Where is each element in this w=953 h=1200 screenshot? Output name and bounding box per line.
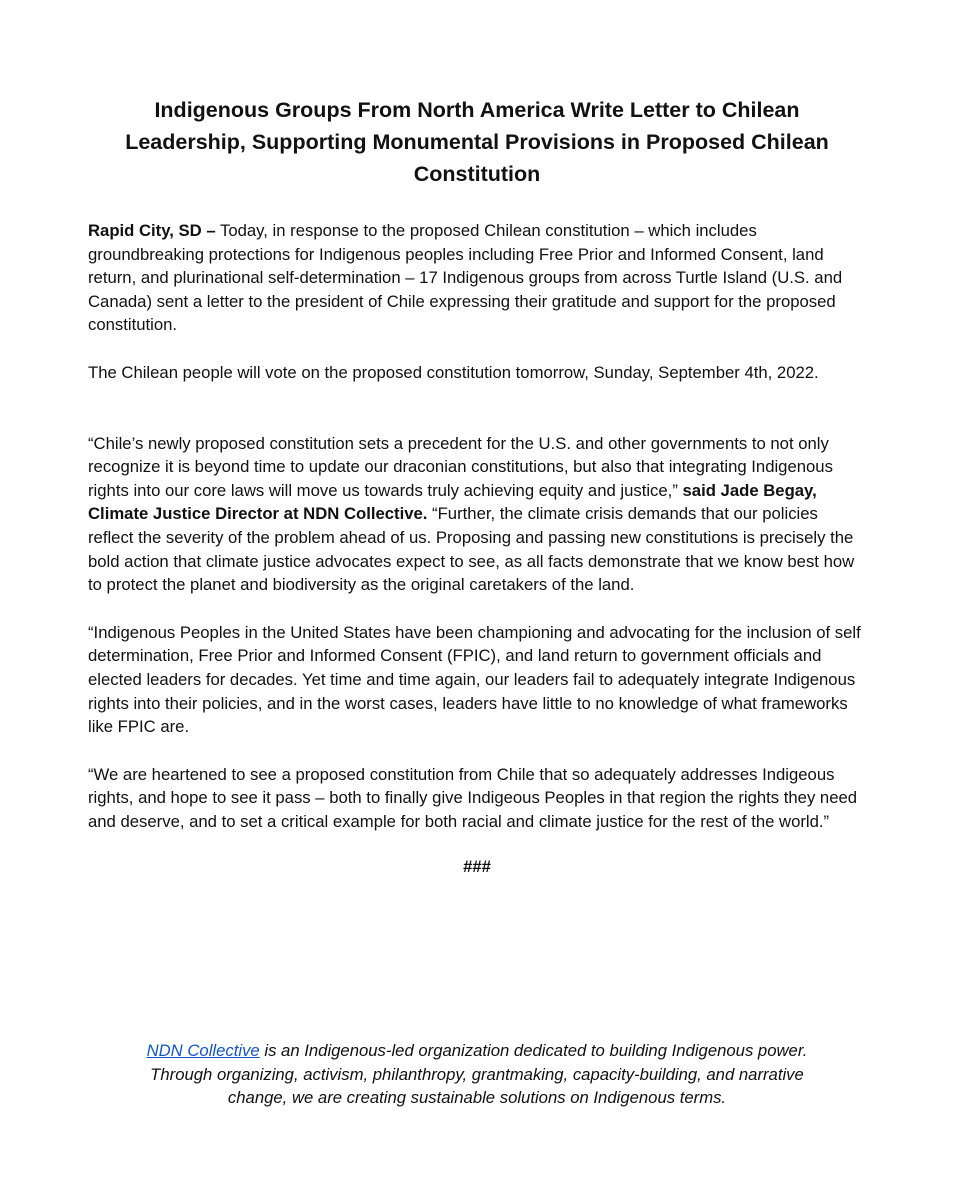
boilerplate-line	[88, 1039, 866, 1063]
boilerplate-line: change, we are creating sustainable solutions on Indigenous terms.	[227, 1088, 727, 1108]
boilerplate-line-1-text: is an Indigenous-led organization dedicated to building Indigenous power.	[259, 1041, 808, 1060]
boilerplate-line: Through organizing, activism, philanthropy, grantmaking, capacity-building, and narrative	[150, 1064, 804, 1084]
organization-boilerplate	[88, 1039, 866, 1110]
quote-paragraph-2: “Indigenous Peoples in the United States have been championing and advocating for the inclusion of self determination, Free Prior and Informed Consent (FPIC), and land return to government officials and elected leaders for decades. Yet time and time again, our leaders fail to adequately integrate Indigenous rights into their policies, and in the worst cases, leaders have little to no knowledge of what frameworks like FPIC are.	[88, 622, 861, 737]
press-release	[88, 94, 866, 879]
headline-line: Indigenous Groups From North America Write Letter to Chilean	[154, 98, 800, 122]
lead-text: Today, in response to the proposed Chilean constitution – which includes groundbreaking protections for Indigenous peoples including Free Prior and Informed Consent, land return, and plurinational self-determination – 17 Indigenous groups from across Turtle Island (U.S. and Canada) sent a letter to the president of Chile expressing their gratitude and support for the proposed constitution.	[88, 221, 843, 335]
quote-paragraph-1	[88, 432, 866, 597]
dateline: Rapid City, SD –	[88, 221, 216, 240]
ndn-collective-link[interactable]: NDN Collective	[146, 1041, 260, 1060]
vote-paragraph: The Chilean people will vote on the proposed constitution tomorrow, Sunday, September 4th, 2022.	[88, 362, 819, 382]
quote-paragraph-3: “We are heartened to see a proposed constitution from Chile that so adequately addresses Indigeous rights, and hope to see it pass – both to finally give Indigeous Peoples in that region the rights they need and deserve, and to set a critical example for both racial and climate justice for the rest of the world.”	[88, 764, 858, 831]
lead-paragraph	[88, 219, 866, 337]
speaker-attribution: said Jade Begay, Climate Justice Director at NDN Collective.	[88, 480, 817, 524]
headline-line: Constitution	[413, 162, 541, 186]
quote-1-opening: “Chile’s newly proposed constitution sets a precedent for the U.S. and other governments to not only recognize it is beyond time to update our draconian constitutions, but also that integrating Indigenous rights into our core laws will move us towards truly achieving equity and justice,”	[88, 433, 833, 500]
headline	[88, 94, 866, 190]
quote-1-continuation: “Further, the climate crisis demands that our policies reflect the severity of the problem ahead of us. Proposing and passing new constitutions is precisely the bold action that climate justice advocates expect to see, as all facts demonstrate that we know best how to protect the planet and biodiversity as the original caretakers of the land.	[88, 504, 855, 595]
end-mark: ###	[463, 857, 491, 877]
headline-line: Leadership, Supporting Monumental Provisions in Proposed Chilean	[125, 130, 829, 154]
